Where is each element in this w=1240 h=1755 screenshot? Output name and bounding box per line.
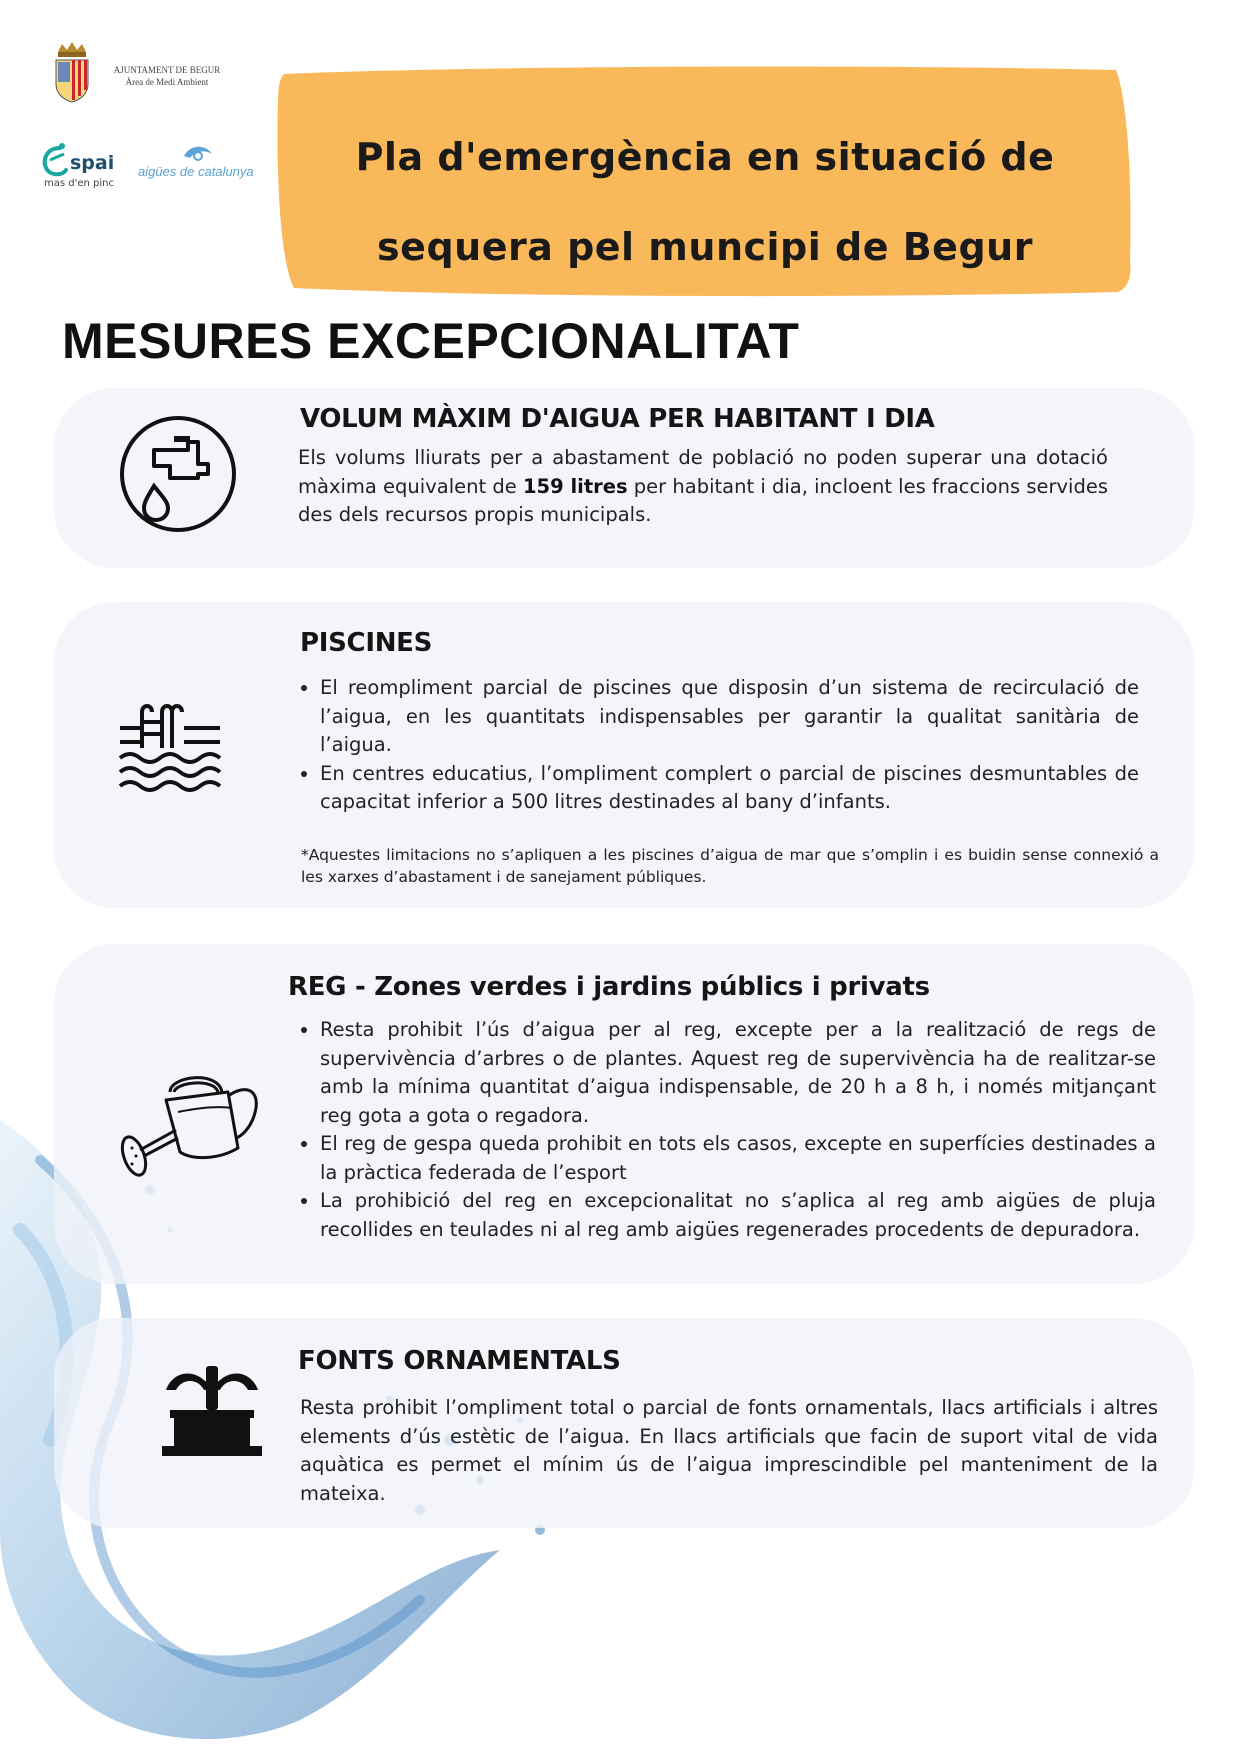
section-card-reg (54, 944, 1194, 1284)
section-card-piscines (54, 602, 1194, 908)
section-text-fonts: Resta prohibit l’ompliment total o parcial de fonts ornamentals, llacs artificials i altres elements d’ús estètic de l’aigua. En llacs artificials que facin de suport vital de vida aquàtica es permet el mínim ús de l’aigua imprescindible pel manteniment de la mateixa. (300, 1396, 1158, 1505)
list-item: • El reg de gespa queda prohibit en tots els casos, excepte en superfícies destinades a la pràctica federada de l’esport (320, 1130, 1156, 1187)
header-logos (40, 36, 270, 196)
section-title-piscines: PISCINES (300, 628, 433, 658)
list-item: • En centres educatius, l’ompliment complert o parcial de piscines desmuntables de capacitat inferior a 500 litres destinades al bany d’infants. (320, 760, 1139, 817)
aigues-drop-icon (180, 142, 216, 164)
list-item: • Resta prohibit l’ús d’aigua per al reg, excepte per a la realització de regs de supervivència d’arbres o de plantes. Aquest reg de supervivència ha de realitzar-se amb la mínima quantitat d’aigua indispensable, de 20 h a 8 h, i només mitjançant reg gota a gota o regadora. (320, 1016, 1156, 1130)
section-title-fonts: FONTS ORNAMENTALS (298, 1346, 621, 1376)
section-bullets-piscines (294, 674, 1139, 817)
pool-ladder-icon (116, 698, 226, 798)
faucet-drop-icon (118, 414, 238, 534)
section-title-volum: VOLUM MÀXIM D'AIGUA PER HABITANT I DIA (300, 404, 935, 434)
spai-subtitle: mas d'en pinc (44, 178, 114, 189)
section-bullets-reg (294, 1016, 1156, 1244)
watering-can-icon (118, 1052, 266, 1182)
list-item: • El reompliment parcial de piscines que disposin d’un sistema de recirculació de l’aigua, en les quantitats indispensables per garantir la qualitat sanitària de l’aigua. (320, 674, 1139, 760)
title-banner (270, 62, 1136, 300)
aigues-name: aigües de catalunya (138, 164, 254, 179)
section-title-reg: REG - Zones verdes i jardins públics i privats (288, 972, 930, 1002)
coat-of-arms-icon (52, 40, 92, 104)
banner-title: Pla d'emergència en situació de sequera pel muncipi de Begur (355, 135, 1055, 269)
ajuntament-label: AJUNTAMENT DE BEGUR Àrea de Medi Ambient (113, 65, 221, 87)
spai-name: spai (70, 152, 115, 174)
section-note-piscines: *Aquestes limitacions no s’apliquen a les piscines d’aigua de mar que s’omplin i es buidin sense connexió a les xarxes d’abastament i de sanejament públiques. (301, 846, 1159, 886)
section-card-fonts (54, 1318, 1194, 1528)
volum-value: 159 litres (522, 474, 628, 498)
fountain-icon (160, 1362, 264, 1458)
list-item: • La prohibició del reg en excepcionalitat no s’aplica al reg amb aigües de pluja recollides en teulades ni al reg amb aigües regenerades procedents de depuradora. (320, 1187, 1156, 1244)
section-text-volum: Els volums lliurats per a abastament de població no poden superar una dotació màxima equivalent de 159 litres per habitant i dia, incloent les fraccions servides des dels recursos propis municipals. (298, 446, 1108, 526)
page-title: MESURES EXCEPCIONALITAT (62, 313, 800, 369)
section-card-volum (54, 388, 1194, 568)
